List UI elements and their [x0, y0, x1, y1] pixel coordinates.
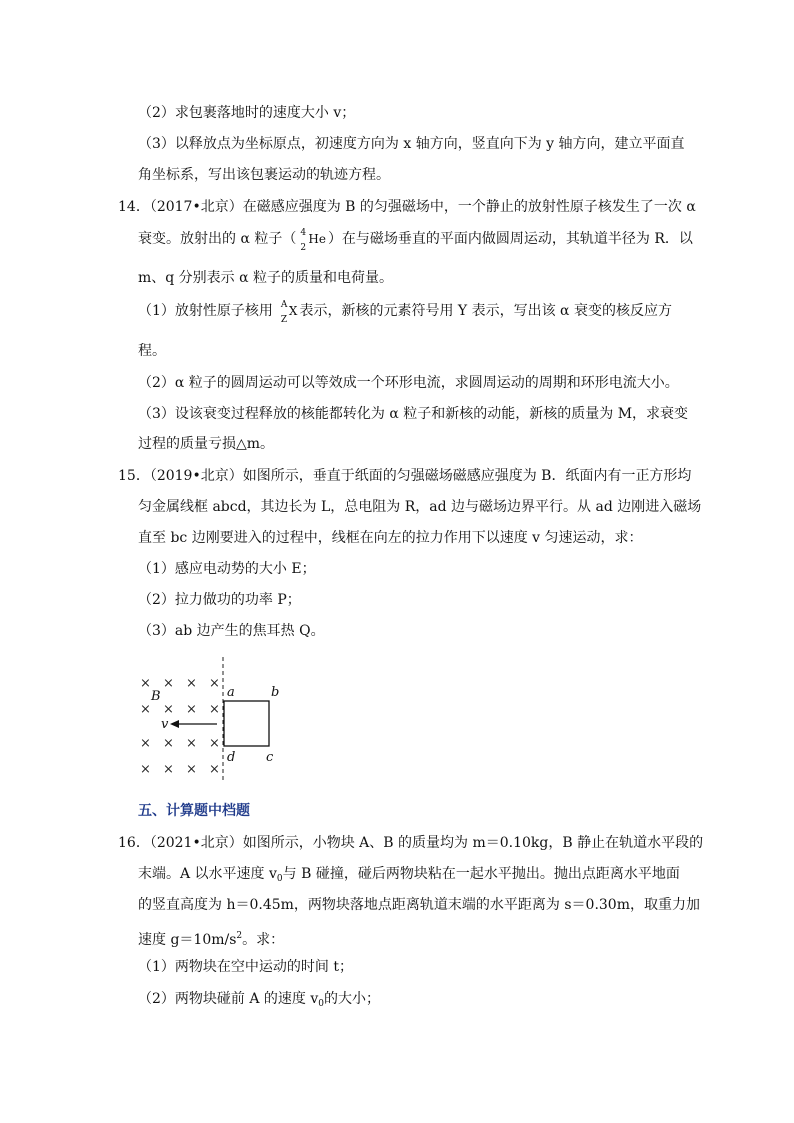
- section-heading: 五、计算题中档题: [138, 803, 250, 819]
- q16-line2-end: 与 B 碰撞，碰后两物块粘在一起水平抛出。抛出点距离水平地面: [282, 866, 680, 882]
- q14-line2-start: 衰变。放射出的 α 粒子（: [138, 231, 297, 247]
- q14-part1-start: （1）放射性原子核用: [138, 303, 273, 319]
- q14-line1: 14．（2017•北京）在磁感应强度为 B 的匀强磁场中，一个静止的放射性原子核发生了一次 α: [118, 199, 696, 215]
- q15-part2: （2）拉力做功的功率 P；: [138, 592, 301, 608]
- q14-part2: （2）α 粒子的圆周运动可以等效成一个环形电流，求圆周运动的周期和环形电流大小。: [138, 375, 679, 391]
- q16-line1: 16．（2021•北京）如图所示，小物块 A、B 的质量均为 m＝0.10kg，B 静止在轨道水平段的: [118, 835, 704, 851]
- q16-line4-start: 速度 g＝10m/s: [138, 932, 237, 948]
- he-symbol: He: [308, 232, 326, 246]
- cross-mark: ×: [163, 676, 174, 691]
- q15-line1: 15．（2019•北京）如图所示，垂直于纸面的匀强磁场磁感应强度为 B．纸面内有一正方形均: [118, 468, 692, 484]
- squared-superscript: 2: [236, 931, 243, 941]
- q15-line2: 匀金属线框 abcd，其边长为 L，总电阻为 R，ad 边与磁场边界平行。从 ad 边刚进入磁场: [138, 499, 702, 515]
- label-c: c: [266, 750, 274, 765]
- cross-mark: ×: [140, 762, 151, 777]
- cross-mark: ×: [163, 762, 174, 777]
- q15-part3: （3）ab 边产生的焦耳热 Q。: [138, 623, 325, 639]
- q13-part2: （2）求包裹落地时的速度大小 v；: [138, 105, 356, 121]
- q14-part1-end: 表示，新核的元素符号用 Y 表示，写出该 α 衰变的核反应方: [299, 303, 672, 319]
- cross-mark: ×: [140, 676, 151, 691]
- helium-nucleus-symbol: [300, 228, 326, 253]
- q14-line2: [138, 228, 693, 253]
- q14-part1-cont: 程。: [138, 343, 166, 359]
- label-v: v: [161, 717, 169, 732]
- q14-part3-line1: （3）设该衰变过程释放的核能都转化为 α 粒子和新核的动能，新核的质量为 M，求衰变: [138, 406, 689, 422]
- velocity-arrowhead: [170, 720, 179, 728]
- label-B: B: [151, 689, 161, 704]
- q16-part1: （1）两物块在空中运动的时间 t；: [138, 959, 353, 975]
- x-charge-number: Z: [280, 315, 288, 325]
- v0-subscript: 0: [276, 874, 283, 884]
- label-a: a: [227, 685, 235, 700]
- q13-part3-line2: 角坐标系，写出该包裹运动的轨迹方程。: [138, 167, 390, 183]
- cross-mark: ×: [186, 736, 197, 751]
- magnetic-field-figure: [130, 655, 300, 785]
- cross-mark: ×: [163, 702, 174, 717]
- v0-subscript: 0: [318, 999, 325, 1009]
- q14-part1: [138, 300, 672, 325]
- wire-frame-abcd: [224, 701, 269, 746]
- label-d: d: [227, 750, 236, 765]
- q15-line3: 直至 bc 边刚要进入的过程中，线框在向左的拉力作用下以速度 v 匀速运动，求：: [138, 530, 643, 546]
- q15-part1: （1）感应电动势的大小 E；: [138, 561, 316, 577]
- cross-mark: ×: [209, 736, 220, 751]
- q16-part2-end: 的大小；: [324, 991, 381, 1007]
- label-b: b: [271, 685, 280, 700]
- q14-line2-end: ）在与磁场垂直的平面内做圆周运动，其轨道半径为 R．以: [327, 231, 693, 247]
- cross-mark: ×: [163, 736, 174, 751]
- cross-mark: ×: [186, 702, 197, 717]
- cross-mark: ×: [140, 702, 151, 717]
- x-symbol: X: [288, 304, 298, 318]
- parent-nucleus-symbol: [280, 300, 298, 325]
- q16-line2-start: 末端。A 以水平速度 v: [138, 866, 277, 882]
- cross-mark: ×: [209, 676, 220, 691]
- cross-mark: ×: [186, 676, 197, 691]
- q16-line2: [138, 864, 680, 889]
- q16-line4: [138, 926, 284, 950]
- q14-part3-line2: 过程的质量亏损△m。: [138, 436, 275, 452]
- cross-mark: ×: [209, 702, 220, 717]
- cross-mark: ×: [140, 736, 151, 751]
- q16-line3: 的竖直高度为 h＝0.45m，两物块落地点距离轨道末端的水平距离为 s＝0.30m，取重力加: [138, 897, 700, 913]
- cross-mark: ×: [209, 762, 220, 777]
- q16-line4-end: 。求：: [242, 932, 285, 948]
- x-mass-number: A: [280, 300, 288, 310]
- q13-part3-line1: （3）以释放点为坐标原点，初速度方向为 x 轴方向，竖直向下为 y 轴方向，建立平面直: [138, 136, 685, 152]
- q16-part2-start: （2）两物块碰前 A 的速度 v: [138, 991, 319, 1007]
- q14-line3: m、q 分别表示 α 粒子的质量和电荷量。: [138, 270, 394, 286]
- q16-part2: [138, 989, 380, 1014]
- he-mass-number: 4: [300, 228, 307, 238]
- he-charge-number: 2: [300, 243, 307, 253]
- cross-mark: ×: [186, 762, 197, 777]
